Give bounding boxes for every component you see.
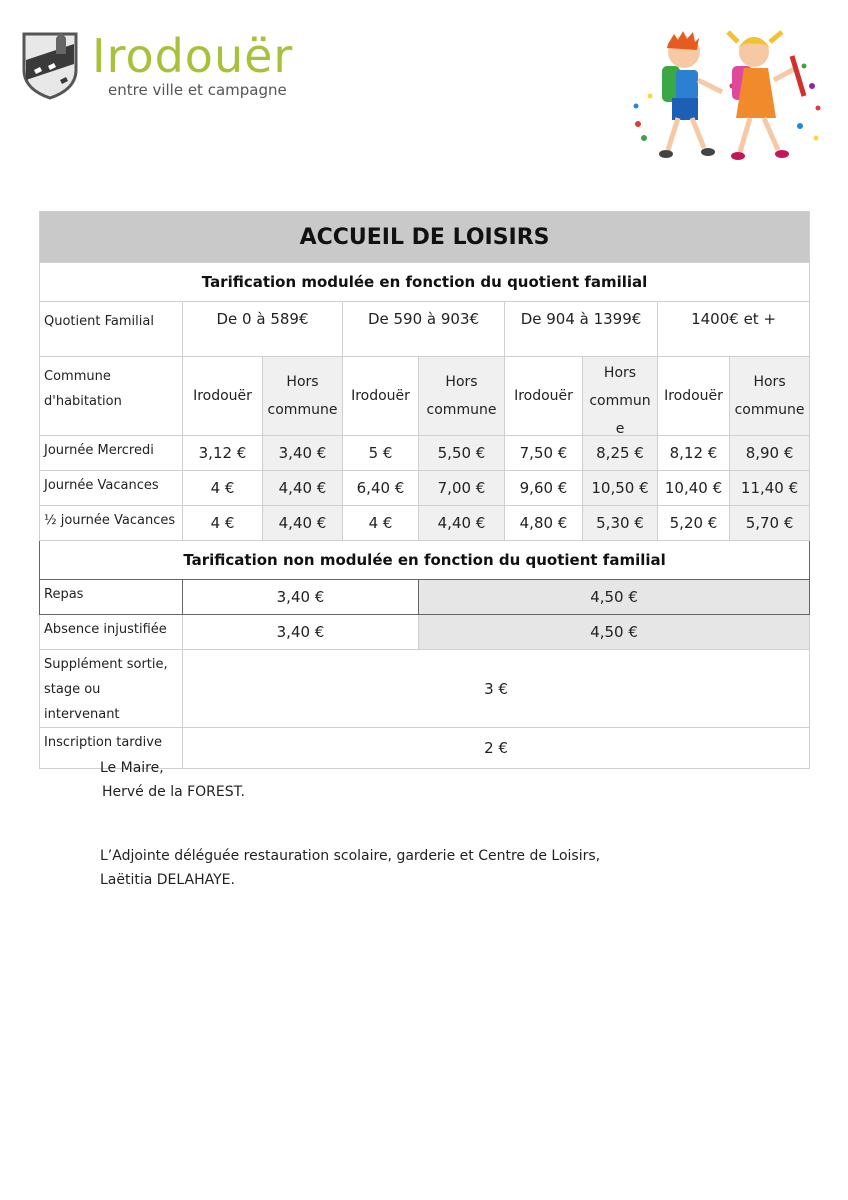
price-cell: 5,20 € [658, 506, 730, 541]
hors-line2: commune [734, 402, 805, 418]
quotient-label: Quotient Familial [40, 302, 183, 357]
price-cell: 9,60 € [505, 471, 583, 506]
confetti-dots [634, 64, 821, 142]
table-row [40, 436, 810, 471]
table-row [40, 580, 810, 615]
table-row [40, 471, 810, 506]
town-logo [20, 28, 294, 108]
row-label: Journée Vacances [40, 471, 183, 506]
maire-name: Hervé de la FOREST. [102, 784, 245, 800]
price-cell: 3,12 € [183, 436, 263, 471]
boy-figure [659, 31, 722, 158]
irodouer-header: Irodouër [183, 357, 263, 436]
price-cell: 3,40 € [183, 615, 419, 650]
price-cell: 4 € [183, 471, 263, 506]
hors-line1: Hors [603, 365, 637, 381]
irodouer-header: Irodouër [343, 357, 419, 436]
row-label: Absence injustifiée [40, 615, 183, 650]
modulated-heading: Tarification modulée en fonction du quotient familial [40, 263, 810, 302]
hors-line3: e [615, 421, 625, 435]
row-label: ½ journée Vacances [40, 506, 183, 541]
coat-of-arms-icon [20, 30, 80, 100]
hors-commune-header [419, 357, 505, 436]
hors-line2: commune [267, 402, 338, 418]
range-header: De 904 à 1399€ [505, 302, 658, 357]
girl-figure [728, 32, 804, 160]
brand-name: Irodouër [92, 29, 294, 83]
hors-line2: commune [426, 402, 497, 418]
price-cell: 4,40 € [419, 506, 505, 541]
maire-title: Le Maire, [100, 760, 164, 776]
price-cell: 10,40 € [658, 471, 730, 506]
hors-line1: Hors [286, 374, 319, 390]
price-cell: 4,50 € [419, 615, 810, 650]
price-cell: 4,50 € [419, 580, 810, 615]
price-cell: 4 € [183, 506, 263, 541]
supplement-label-line2: stage ou intervenant [44, 682, 120, 722]
adjointe-title: L’Adjointe déléguée restauration scolaire, garderie et Centre de Loisirs, [100, 848, 601, 864]
row-label [40, 650, 183, 728]
nonmodulated-heading: Tarification non modulée en fonction du quotient familial [40, 541, 810, 580]
table-title: ACCUEIL DE LOISIRS [40, 212, 810, 263]
hors-commune-header [583, 357, 658, 436]
price-cell: 8,25 € [583, 436, 658, 471]
irodouer-header: Irodouër [505, 357, 583, 436]
hors-line1: Hors [445, 374, 478, 390]
price-cell: 4,80 € [505, 506, 583, 541]
children-illustration [632, 26, 822, 166]
hors-commune-header [263, 357, 343, 436]
row-label: Journée Mercredi [40, 436, 183, 471]
price-cell: 5 € [343, 436, 419, 471]
hors-line2: commun [589, 393, 651, 409]
price-cell: 4 € [343, 506, 419, 541]
range-header: De 590 à 903€ [343, 302, 505, 357]
price-cell: 3,40 € [263, 436, 343, 471]
pricing-table [39, 211, 810, 769]
signatures [100, 756, 600, 932]
table-row [40, 650, 810, 728]
hors-commune-header [730, 357, 810, 436]
price-cell: 4,40 € [263, 506, 343, 541]
supplement-label-line1: Supplément sortie, [44, 657, 168, 672]
table-row [40, 506, 810, 541]
price-cell: 7,50 € [505, 436, 583, 471]
row-label: Repas [40, 580, 183, 615]
price-cell: 6,40 € [343, 471, 419, 506]
table-row [40, 615, 810, 650]
commune-label-line1: Commune [44, 369, 111, 384]
price-cell: 8,90 € [730, 436, 810, 471]
price-cell: 5,50 € [419, 436, 505, 471]
adjointe-name: Laëtitia DELAHAYE. [100, 872, 235, 888]
price-cell: 3 € [183, 650, 810, 728]
brand-tagline: entre ville et campagne [108, 81, 287, 99]
maire-signature [100, 756, 600, 804]
range-header: 1400€ et + [658, 302, 810, 357]
price-cell: 3,40 € [183, 580, 419, 615]
commune-label [40, 357, 183, 436]
range-header: De 0 à 589€ [183, 302, 343, 357]
irodouer-header: Irodouër [658, 357, 730, 436]
price-cell: 8,12 € [658, 436, 730, 471]
price-cell: 11,40 € [730, 471, 810, 506]
price-cell: 4,40 € [263, 471, 343, 506]
price-cell: 2 € [183, 728, 810, 769]
hors-line1: Hors [753, 374, 786, 390]
adjointe-signature [100, 844, 600, 892]
commune-label-line2: d'habitation [44, 394, 122, 409]
price-cell: 5,30 € [583, 506, 658, 541]
price-cell: 7,00 € [419, 471, 505, 506]
price-cell: 10,50 € [583, 471, 658, 506]
price-cell: 5,70 € [730, 506, 810, 541]
row-label: Inscription tardive [40, 728, 183, 769]
